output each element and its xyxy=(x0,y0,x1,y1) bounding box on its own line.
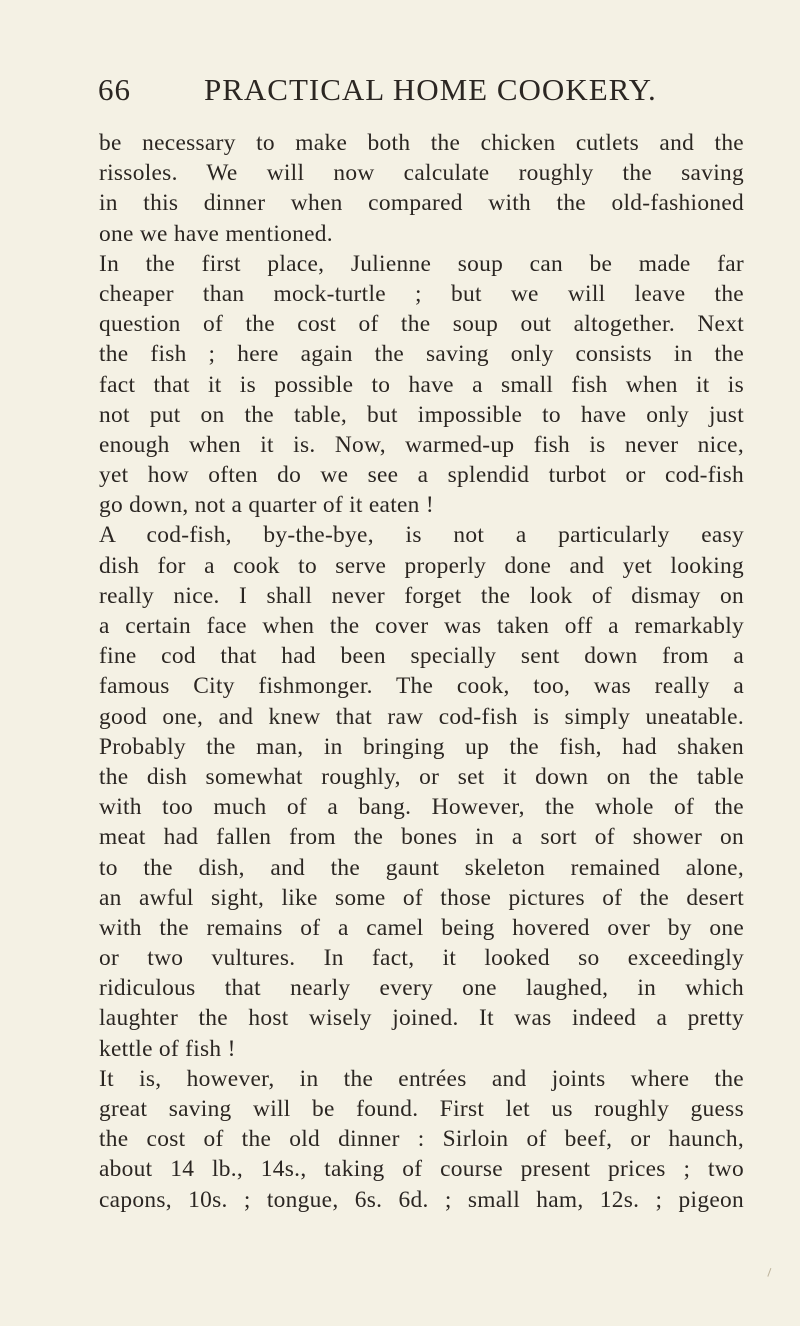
text-line: great saving will be found. First let us roughly guess xyxy=(99,1096,744,1122)
text-line: the cost of the old dinner : Sirloin of beef, or haunch, xyxy=(99,1126,744,1153)
text-line: yet how often do we see a splendid turbot or cod-fish xyxy=(99,462,744,489)
text-line: capons, 10s. ; tongue, 6s. 6d. ; small ham, 12s. ; pigeon xyxy=(99,1186,744,1213)
text-line: an awful sight, like some of those pictures of the desert xyxy=(99,884,744,911)
text-line: It is, however, in the entrées and joints where the xyxy=(99,1065,744,1092)
text-line: laughter the host wisely joined. It was indeed a pretty xyxy=(99,1005,744,1032)
text-line: enough when it is. Now, warmed-up fish is never nice, xyxy=(99,431,744,458)
text-line: A cod-fish, by-the-bye, is not a particularly easy xyxy=(99,522,744,549)
text-line: really nice. I shall never forget the look of dismay on xyxy=(99,582,744,609)
text-line: with too much of a bang. However, the whole of the xyxy=(99,794,744,821)
page-number: 66 xyxy=(98,72,131,107)
text-line: or two vultures. In fact, it looked so exceedingly xyxy=(99,945,744,972)
text-line: question of the cost of the soup out altogether. Next xyxy=(99,311,744,338)
text-line: about 14 lb., 14s., taking of course present prices ; two xyxy=(99,1156,744,1183)
text-line: to the dish, and the gaunt skeleton remained alone, xyxy=(99,854,744,881)
running-title: PRACTICAL HOME COOKERY. xyxy=(204,72,657,107)
text-line: good one, and knew that raw cod-fish is simply uneatable. xyxy=(99,703,744,730)
text-line: fine cod that had been specially sent down from a xyxy=(99,643,744,670)
page-header xyxy=(98,72,658,112)
text-line: Probably the man, in bringing up the fish, had shaken xyxy=(99,733,744,760)
text-line: meat had fallen from the bones in a sort of shower on xyxy=(99,824,744,851)
text-line: a certain face when the cover was taken off a remarkably xyxy=(99,613,744,639)
text-line: In the first place, Julienne soup can be made far xyxy=(99,250,744,277)
body-text xyxy=(99,128,744,1215)
text-line: with the remains of a camel being hovered over by one xyxy=(99,914,744,941)
text-line: famous City fishmonger. The cook, too, was really a xyxy=(99,673,744,700)
text-line: cheaper than mock-turtle ; but we will leave the xyxy=(99,280,744,307)
text-line: ridiculous that nearly every one laughed, in which xyxy=(99,975,744,1002)
text-line: the fish ; here again the saving only consists in the xyxy=(99,341,744,368)
text-line: the dish somewhat roughly, or set it down on the table xyxy=(99,763,744,790)
text-line: in this dinner when compared with the old-fashioned xyxy=(99,190,744,217)
text-line: one we have mentioned. xyxy=(99,220,333,247)
text-line: kettle of fish ! xyxy=(99,1035,236,1062)
text-line: fact that it is possible to have a small fish when it is xyxy=(99,371,744,398)
text-line: be necessary to make both the chicken cutlets and the xyxy=(99,130,744,156)
ink-speck xyxy=(763,1266,772,1277)
text-line: not put on the table, but impossible to have only just xyxy=(99,401,744,428)
text-line: go down, not a quarter of it eaten ! xyxy=(99,492,434,519)
text-line: dish for a cook to serve properly done and yet looking xyxy=(99,552,744,579)
text-line: rissoles. We will now calculate roughly the saving xyxy=(99,160,744,187)
